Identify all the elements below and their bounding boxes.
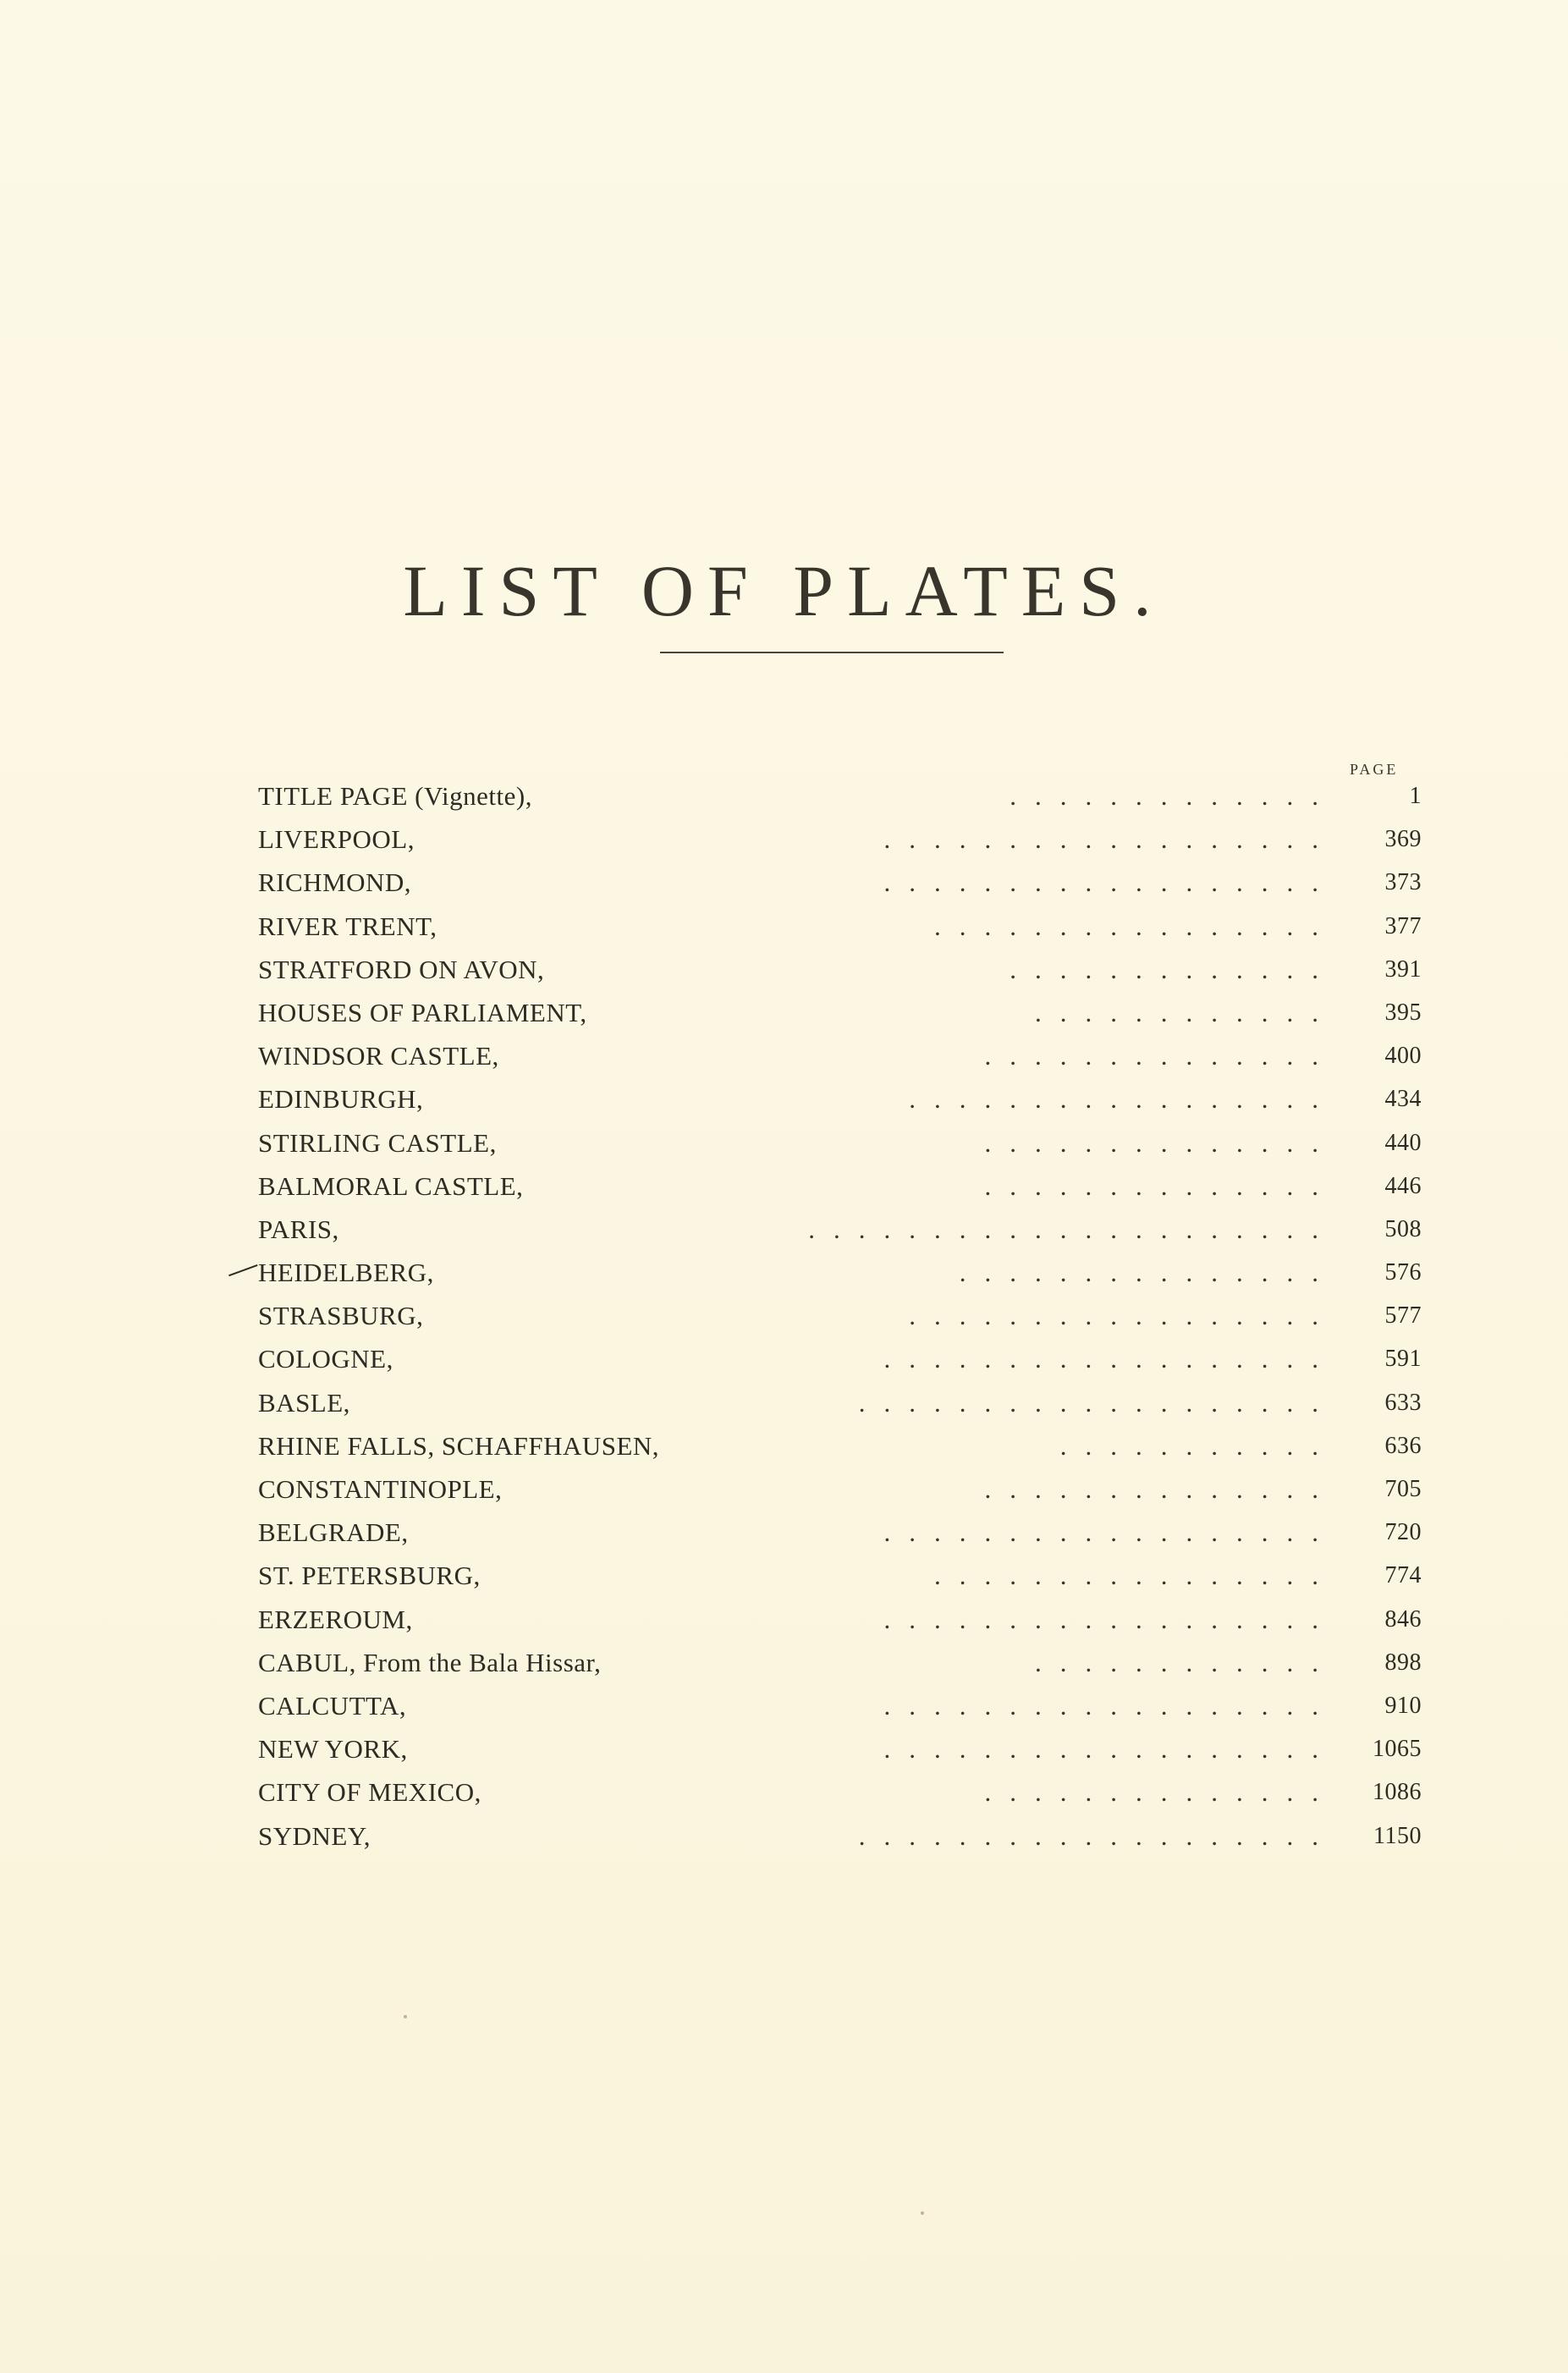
dot-leader: ................ <box>934 1561 1337 1591</box>
dot-leader: ................... <box>858 1387 1337 1418</box>
plate-row <box>258 905 1422 948</box>
dot-leader: ............ <box>1035 997 1337 1027</box>
plate-title: STRASBURG, <box>258 1301 424 1331</box>
plate-title: HOUSES OF PARLIAMENT, <box>258 997 587 1027</box>
plate-page: 720 <box>1384 1519 1422 1546</box>
plate-row <box>258 1121 1422 1164</box>
plate-title: WINDSOR CASTLE, <box>258 1041 499 1071</box>
title-rule <box>660 652 1004 653</box>
plate-title: ERZEROUM, <box>258 1604 413 1634</box>
dot-leader: .................. <box>883 824 1337 855</box>
dot-leader: ................... <box>858 1820 1337 1851</box>
plate-page: 591 <box>1384 1346 1422 1373</box>
plate-title: BASLE, <box>258 1387 350 1418</box>
plate-title: TITLE PAGE (Vignette), <box>258 781 532 811</box>
plate-row <box>258 1814 1422 1858</box>
dot-leader: .............. <box>984 1041 1337 1071</box>
plate-page: 391 <box>1384 955 1422 983</box>
plate-title: RICHMOND, <box>258 867 412 898</box>
plate-row <box>258 1294 1422 1337</box>
plate-page: 377 <box>1384 912 1422 939</box>
plate-row <box>258 991 1422 1034</box>
plate-page: 446 <box>1384 1172 1422 1199</box>
page-title: LIST OF PLATES. <box>403 549 1165 631</box>
dot-leader: .................. <box>883 1690 1337 1721</box>
margin-pencil-mark <box>228 1264 259 1280</box>
dot-leader: ............. <box>1010 781 1337 811</box>
dot-leader: .................. <box>883 1734 1337 1765</box>
plate-title: PARIS, <box>258 1214 339 1244</box>
plate-page: 434 <box>1384 1086 1422 1113</box>
plate-title: LIVERPOOL, <box>258 824 415 855</box>
dot-leader: ............ <box>1035 1647 1337 1677</box>
plate-title: CONSTANTINOPLE, <box>258 1474 503 1504</box>
plate-title: BELGRADE, <box>258 1517 409 1548</box>
plate-row <box>258 1208 1422 1251</box>
plate-page: 633 <box>1384 1389 1422 1416</box>
plate-row <box>258 1727 1422 1770</box>
plate-row <box>258 774 1422 818</box>
plate-page: 898 <box>1384 1649 1422 1676</box>
page-column-label: PAGE <box>1350 761 1399 778</box>
plate-row <box>258 1511 1422 1554</box>
dot-leader: .................. <box>883 1604 1337 1634</box>
plate-row <box>258 948 1422 991</box>
plate-row <box>258 1770 1422 1814</box>
paper-speck <box>921 2211 924 2215</box>
plate-title: RHINE FALLS, SCHAFFHAUSEN, <box>258 1430 660 1461</box>
plate-page: 1086 <box>1373 1779 1422 1806</box>
dot-leader: ............. <box>1010 954 1337 984</box>
dot-leader: ............... <box>959 1258 1337 1288</box>
plate-page: 576 <box>1384 1259 1422 1286</box>
plate-row <box>258 1034 1422 1077</box>
plate-title: CABUL, From the Bala Hissar, <box>258 1647 602 1677</box>
plate-row <box>258 861 1422 904</box>
plate-row <box>258 1684 1422 1727</box>
plate-title: NEW YORK, <box>258 1734 408 1765</box>
plate-row <box>258 1424 1422 1467</box>
plate-title: CALCUTTA, <box>258 1690 407 1721</box>
plate-row <box>258 1077 1422 1120</box>
plate-page: 846 <box>1384 1605 1422 1632</box>
plate-page: 369 <box>1384 826 1422 853</box>
plate-title: ST. PETERSBURG, <box>258 1561 481 1591</box>
dot-leader: ................. <box>909 1084 1337 1115</box>
plate-page: 508 <box>1384 1215 1422 1242</box>
plate-title: EDINBURGH, <box>258 1084 424 1115</box>
plate-title: CITY OF MEXICO, <box>258 1777 481 1808</box>
plate-row <box>258 818 1422 861</box>
plate-title: BALMORAL CASTLE, <box>258 1170 524 1201</box>
dot-leader: .................. <box>883 1517 1337 1548</box>
plate-title: RIVER TRENT, <box>258 911 437 941</box>
plate-page: 400 <box>1384 1043 1422 1070</box>
dot-leader: ................. <box>909 1301 1337 1331</box>
plate-row <box>258 1598 1422 1641</box>
plate-title: STRATFORD ON AVON, <box>258 954 545 984</box>
plate-row <box>258 1554 1422 1597</box>
plate-row <box>258 1381 1422 1424</box>
plate-page: 910 <box>1384 1692 1422 1719</box>
plates-list <box>258 774 1422 1858</box>
dot-leader: .................. <box>883 867 1337 898</box>
plate-title: COLOGNE, <box>258 1344 393 1374</box>
dot-leader: .............. <box>984 1777 1337 1808</box>
paper-speck <box>404 2015 407 2018</box>
plate-title: HEIDELBERG, <box>258 1258 434 1288</box>
plate-row <box>258 1467 1422 1511</box>
plate-row <box>258 1337 1422 1380</box>
dot-leader: .............. <box>984 1127 1337 1158</box>
plate-page: 1150 <box>1373 1822 1422 1849</box>
dot-leader: .............. <box>984 1170 1337 1201</box>
plate-page: 577 <box>1384 1302 1422 1330</box>
dot-leader: .................. <box>883 1344 1337 1374</box>
plate-row <box>258 1641 1422 1684</box>
plate-page: 440 <box>1384 1129 1422 1156</box>
plate-page: 1 <box>1409 783 1422 809</box>
plate-row <box>258 1164 1422 1208</box>
dot-leader: .............. <box>984 1474 1337 1504</box>
plate-title: STIRLING CASTLE, <box>258 1127 497 1158</box>
plate-title: SYDNEY, <box>258 1820 371 1851</box>
dot-leader: ........... <box>1059 1430 1337 1461</box>
dot-leader: ..................... <box>808 1214 1337 1244</box>
plate-row <box>258 1251 1422 1294</box>
plate-page: 705 <box>1384 1476 1422 1502</box>
plate-page: 636 <box>1384 1432 1422 1459</box>
plate-page: 395 <box>1384 999 1422 1026</box>
plate-page: 1065 <box>1373 1736 1422 1763</box>
dot-leader: ................ <box>934 911 1337 941</box>
plate-page: 774 <box>1384 1562 1422 1589</box>
plate-page: 373 <box>1384 869 1422 896</box>
